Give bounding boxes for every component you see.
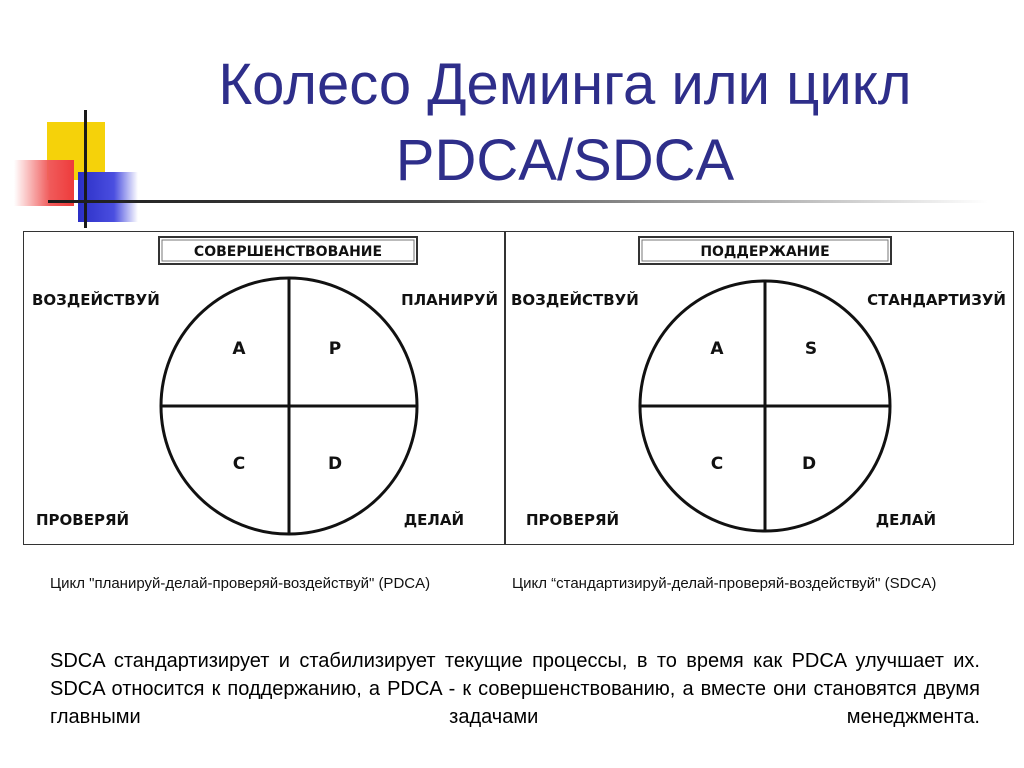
sdca-label-act: ВОЗДЕЙСТВУЙ [511, 291, 639, 309]
sdca-diagram-panel [505, 231, 1014, 545]
sdca-label-check: ПРОВЕРЯЙ [526, 511, 620, 529]
pdca-wheel-svg [24, 232, 506, 546]
sdca-header-label: ПОДДЕРЖАНИЕ [700, 244, 830, 260]
sdca-quadrant-a: A [710, 339, 724, 359]
sdca-label-do: ДЕЛАЙ [875, 511, 936, 529]
pdca-diagram-panel [23, 231, 505, 545]
sdca-wheel-svg [506, 232, 1015, 546]
pdca-quadrant-a: A [232, 339, 246, 359]
sdca-caption: Цикл “стандартизируй-делай-проверяй-воздействуй" (SDCA) [512, 575, 937, 592]
sdca-label-standardize: СТАНДАРТИЗУЙ [867, 291, 1006, 309]
decor-blue-square [78, 172, 138, 222]
description-text: SDCA стандартизирует и стабилизирует текущие процессы, в то время как PDCA улучшает их. SDCA относится к поддержанию, а PDCA - к совершенствованию, а вместе они становятся двумя главными задачами менеджмента. [50, 650, 980, 728]
pdca-label-plan: ПЛАНИРУЙ [401, 291, 498, 309]
slide-title-line-2: PDCA/SDCA [395, 128, 735, 193]
pdca-label-act: ВОЗДЕЙСТВУЙ [32, 291, 160, 309]
pdca-caption: Цикл "планируй-делай-проверяй-воздействуй" (PDCA) [50, 575, 431, 592]
pdca-quadrant-p: P [328, 339, 342, 359]
pdca-quadrant-d: D [327, 454, 343, 474]
slide-title-line-1: Колесо Деминга или цикл [218, 52, 912, 117]
pdca-label-do: ДЕЛАЙ [403, 511, 464, 529]
decor-vertical-line [84, 110, 87, 228]
sdca-quadrant-s: S [804, 339, 818, 359]
pdca-header-label: СОВЕРШЕНСТВОВАНИЕ [193, 244, 383, 260]
sdca-quadrant-d: D [801, 454, 817, 474]
pdca-label-check: ПРОВЕРЯЙ [36, 511, 130, 529]
sdca-quadrant-c: C [710, 454, 724, 474]
pdca-quadrant-c: C [232, 454, 246, 474]
decor-horizontal-rule [48, 200, 988, 203]
